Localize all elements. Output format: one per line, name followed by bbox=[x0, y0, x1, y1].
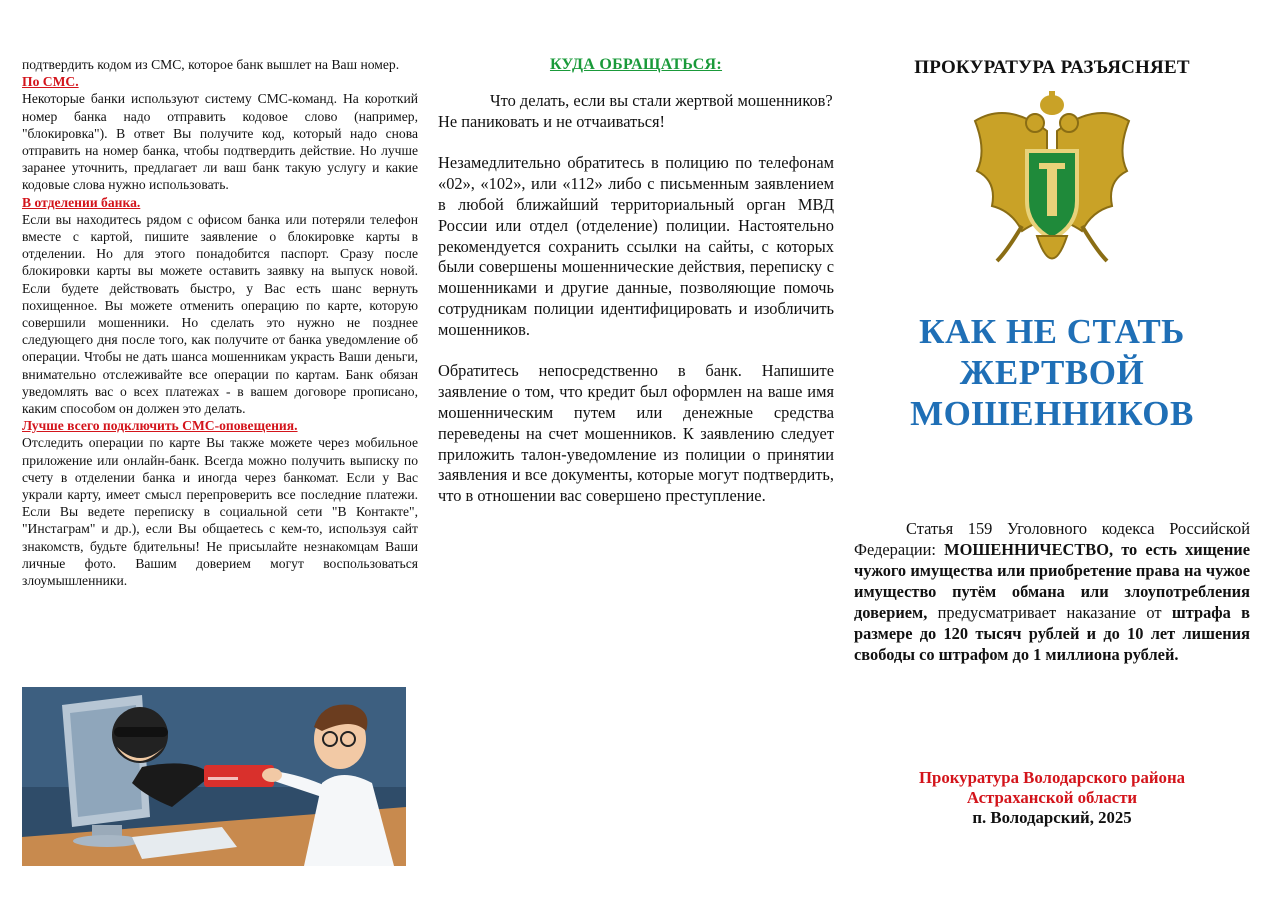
footer bbox=[854, 768, 1250, 828]
section-text-sms-alerts: Отследить операции по карте Вы также можете через мобильное приложение или онлайн-банк. Всегда можно получить выписку по счету в отделении банка и иногда через банкомат. Если у Вас украли карту, имеет смысл перепроверить все последние платежи. Если Вы ведете переписку в социальной сети "В Контакте", "Инстаграм" и др.), если Вы общаетесь с кем-то, используя сайт знакомств, будьте бдительны! Не присылайте незнакомцам Ваши личные фото. Вашим доверием могут воспользоваться злоумышленники. bbox=[22, 435, 418, 589]
main-title bbox=[854, 311, 1250, 434]
main-title-line-3: МОШЕННИКОВ bbox=[910, 394, 1194, 433]
section-heading-bank-office: В отделении банка. bbox=[22, 194, 141, 210]
intro-text: подтвердить кодом из СМС, которое банк вышлет на Ваш номер. bbox=[22, 57, 400, 72]
column-left bbox=[22, 56, 418, 589]
footer-office-line-1: Прокуратура Володарского района bbox=[918, 768, 1186, 787]
article-159-text bbox=[854, 518, 1250, 665]
article-bold-definition: МОШЕННИЧЕСТВО, то есть хищение чужого имущества или приобретение права на чужое имущество путём обмана или злоупотребления доверием, bbox=[854, 540, 1250, 622]
bank-paragraph: Обратитесь непосредственно в банк. Напишите заявление о том, что кредит был оформлен на ваше имя мошенническим путем или денежные средства переведены на счет мошенников. К заявлению следует приложить талон-уведомление из полиции о принятии заявления и все документы, которые могут подтвердить, что в отношении вас совершено преступление. bbox=[438, 361, 834, 506]
column-middle bbox=[438, 56, 834, 507]
section-heading-sms: По СМС. bbox=[22, 74, 79, 90]
prosecutor-emblem-icon bbox=[967, 91, 1137, 281]
article-bold-penalty: штрафа в размере до 120 тысяч рублей и до 10 лет лишения свободы со штрафом до 1 миллиона рублей. bbox=[854, 603, 1250, 664]
section-text-bank-office: Если вы находитесь рядом с офисом банка или потеряли телефон вместе с картой, пишите заявление о блокировке карты в отделении. Но для этого понадобится паспорт. Сразу после блокировки карты вы можете оставить заявку на выпуск новой. Если будете действовать быстро, у Вас есть шанс вернуть похищенное. Вы можете отменить операцию по карте, которую совершили мошенники. Но сделать это нужно не позднее следующего дня после того, как получите от банка уведомление об операции. Чтобы не дать шанса мошенникам украсть Ваши деньги, внимательно отслеживайте все операции по картам. Банк обязан уведомлять вас о всех платежах - в вашем договоре прописано, каким способом он должен это делать. bbox=[22, 211, 418, 417]
where-to-apply-heading: КУДА ОБРАЩАТЬСЯ: bbox=[549, 56, 723, 73]
section-text-sms: Некоторые банки используют систему СМС-команд. На короткий номер банка надо отправить кодовое слово (например, "блокировка"). В ответ Вы получите код, который надо снова отправить на номер банка, чтобы подтвердить действие. Но лучше заранее уточнить, предлагает ли ваш банк такую услугу и какие кодовые слова нужно использовать. bbox=[22, 91, 418, 193]
prosecutor-explains-heading: ПРОКУРАТУРА РАЗЪЯСНЯЕТ bbox=[914, 57, 1190, 78]
police-paragraph: Незамедлительно обратитесь в полицию по телефонам «02», «102», или «112» либо с письменным заявлением в любой ближайший территориальный орган МВД России или отдел (отделение) полиции. Настоятельно рекомендуется сохранить ссылки на сайты, с которых были совершены мошеннические действия, переписку с мошенниками и другие данные, позволяющие помочь сотрудникам полиции идентифицировать и изобличить мошенников. bbox=[438, 153, 834, 339]
fraudster-illustration bbox=[22, 687, 406, 866]
victim-question: Что делать, если вы стали жертвой мошенников? bbox=[490, 91, 833, 110]
no-panic-text: Не паниковать и не отчаиваться! bbox=[438, 111, 665, 131]
main-title-line-1: КАК НЕ СТАТЬ bbox=[919, 312, 1185, 351]
footer-place-year: п. Володарский, 2025 bbox=[972, 808, 1132, 827]
column-right bbox=[854, 56, 1250, 828]
main-title-line-2: ЖЕРТВОЙ bbox=[959, 353, 1145, 392]
article-mid: предусматривает наказание от bbox=[927, 603, 1172, 622]
section-heading-sms-alerts: Лучше всего подключить СМС-оповещения. bbox=[22, 418, 298, 434]
article-lead: Статья 159 Уголовного кодекса Российской Федерации: bbox=[854, 519, 1250, 559]
footer-office-line-2: Астраханской области bbox=[966, 788, 1138, 807]
